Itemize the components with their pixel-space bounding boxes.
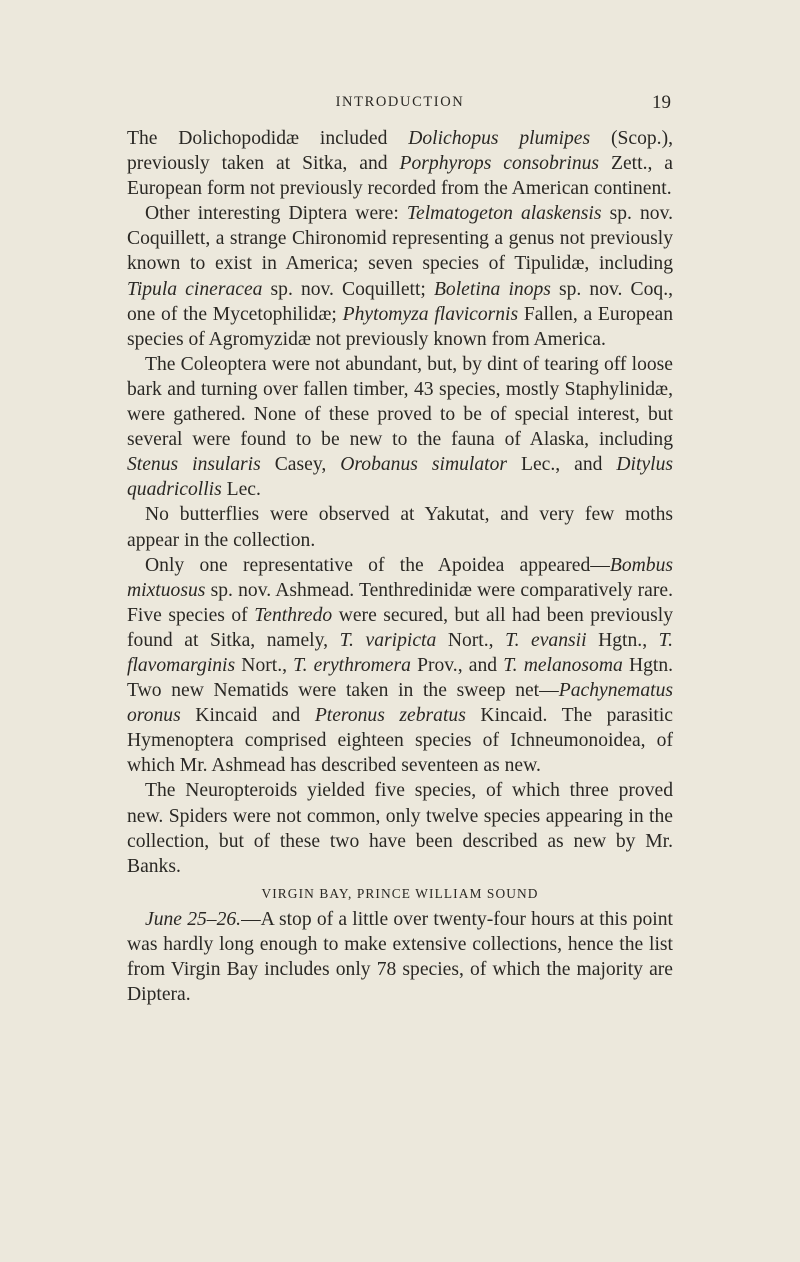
- text-run: Prov., and: [410, 654, 504, 676]
- text-run: No butterflies were observed at Yakutat, and very few moths appear in the collection.: [127, 504, 673, 551]
- text-run: The Neuropteroids yielded five species, of which three proved new. Spiders were not common, only twelve species appearing in the collection, but of these two have been described as new by Mr. Banks.: [127, 780, 673, 877]
- species-name: Pteronus zebratus: [314, 705, 466, 727]
- text-run: The Coleoptera were not abundant, but, by dint of tearing off loose bark and turning over fallen timber, 43 species, mostly Staphylinidæ, were gathered. None of these proved to be of special interest, but several were found to be new to the fauna of Alaska, including: [127, 353, 673, 451]
- page-number: 19: [652, 92, 671, 113]
- text-run: Fallen, a European species of Agromyzidæ not previously known from America.: [127, 303, 674, 350]
- species-name: Telmatogeton alaskensis: [406, 203, 602, 225]
- text-run: were secured, but all had been previously found at Sitka, namely,: [127, 604, 673, 651]
- text-run: Lec., and: [507, 454, 617, 476]
- text-run: sp. nov. Coquillett;: [262, 278, 434, 300]
- paragraph-coleoptera: [127, 352, 673, 503]
- species-name: Dolichopus plumipes: [408, 128, 591, 149]
- text-run: Only one representative of the Apoidea appeared—: [145, 554, 610, 576]
- text-run: Hgtn.,: [586, 629, 659, 651]
- text-run: sp. nov. Coquillett, a strange Chironomid representing a genus not previously known to exist in America; seven species of Tipulidæ, including: [127, 203, 673, 275]
- species-name: June 25–26.: [145, 908, 242, 930]
- text-run: —A stop of a little over twenty-four hours at this point was hardly long enough to make extensive collections, hence the list from Virgin Bay includes only 78 species, of which the majority are Diptera.: [127, 908, 673, 1006]
- text-run: Nort.,: [436, 629, 506, 651]
- text-run: Hgtn. Two new Nematids were taken in the sweep net—: [127, 654, 674, 702]
- species-name: Ditylus quadricollis: [127, 454, 674, 501]
- species-name: Orobanus simulator: [340, 454, 507, 476]
- text-run: sp. nov. Coq., one of the Mycetophilidæ;: [127, 278, 673, 325]
- text-run: sp. nov. Ashmead. Tenthredinidæ were comparatively rare. Five species of: [127, 579, 673, 626]
- text-run: Other interesting Diptera were:: [145, 203, 407, 225]
- section-heading: VIRGIN BAY, PRINCE WILLIAM SOUND: [261, 885, 539, 901]
- text-run: Zett., a European form not previously recorded from the American continent.: [127, 153, 674, 200]
- text-run: Nort.,: [235, 654, 294, 676]
- paragraph-dolichopodidae: [127, 126, 673, 201]
- paragraph-butterflies: [127, 502, 673, 552]
- species-name: T. melanosoma: [503, 654, 623, 676]
- species-name: Tipula cineracea: [127, 278, 263, 300]
- species-name: T. erythromera: [293, 654, 411, 676]
- paragraph-apoidea: [127, 553, 673, 779]
- species-name: T. flavomarginis: [127, 629, 674, 676]
- text-run: The Dolichopodidæ included: [127, 128, 409, 149]
- text-run: Kincaid and: [180, 705, 315, 727]
- species-name: T. evansii: [505, 629, 587, 651]
- species-name: Bombus mixtuosus: [127, 554, 673, 601]
- running-head: [0, 92, 800, 116]
- species-name: Porphyrops consobrinus: [399, 153, 600, 175]
- text-run: Kincaid. The parasitic Hymenoptera comprised eighteen species of Ichneumonoidea, of which Mr. Ashmead has described seventeen as new.: [127, 705, 674, 777]
- species-name: Boletina inops: [433, 278, 551, 300]
- paragraph-diptera: [127, 201, 673, 352]
- text-run: Lec.: [221, 479, 261, 501]
- paragraph-virgin-bay: [127, 907, 673, 1007]
- running-title: INTRODUCTION: [335, 94, 465, 110]
- species-name: Tenthredo: [254, 604, 333, 626]
- species-name: T. varipicta: [339, 629, 437, 651]
- text-run: (Scop.), previously taken at Sitka, and: [127, 128, 673, 175]
- species-name: Phytomyza flavicornis: [342, 303, 519, 325]
- species-name: Stenus insularis: [127, 454, 261, 476]
- species-name: Pachynematus oronus: [127, 680, 673, 727]
- paragraph-neuropteroids: [127, 778, 673, 878]
- body-text: [127, 126, 673, 1007]
- text-run: Casey,: [260, 454, 341, 476]
